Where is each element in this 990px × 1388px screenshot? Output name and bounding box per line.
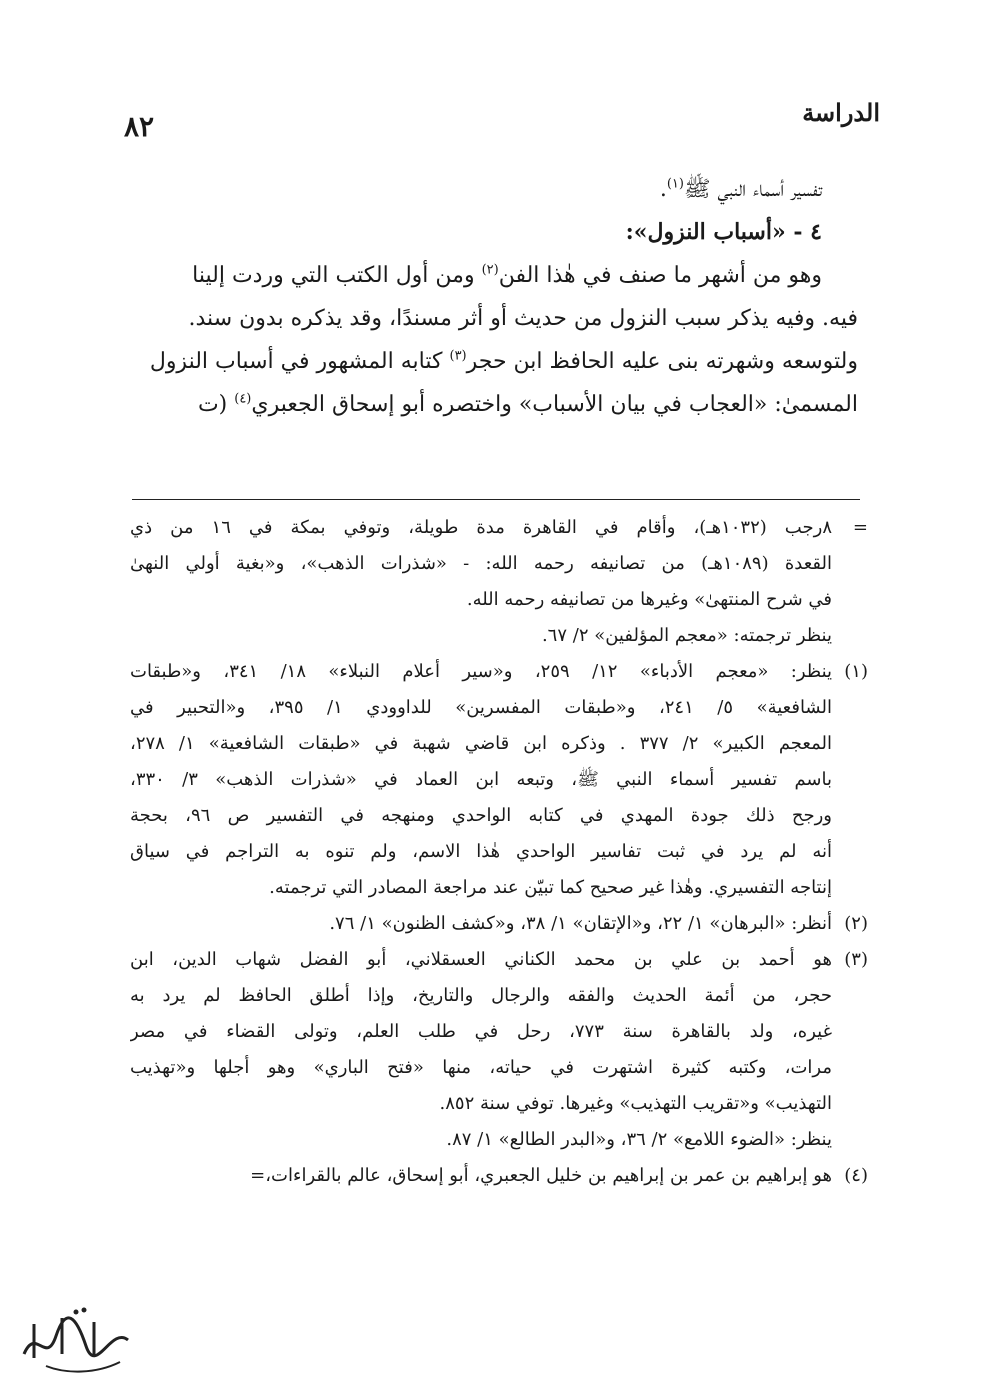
footnote-line: ينظر: «الضوء اللامع» ٢/ ٣٦، و«البدر الطالع» ١/ ٨٧. (446, 1129, 832, 1150)
footnote-line: ينظر ترجمته: «معجم المؤلفين» ٢/ ٦٧. (541, 625, 832, 646)
footnote-text (130, 654, 832, 906)
footnote-label: (٤) (844, 1165, 868, 1186)
footnote-line: حجر، من أئمة الحديث والفقه والرجال والتاريخ، وإذا أطلق الحافظ لم يرد به (130, 985, 832, 1006)
footnote-text (130, 942, 832, 1158)
page-number: ٨٢ (124, 110, 155, 143)
footnote-line: ورجح ذلك جودة المهدي في كتابه الواحدي ومنهجه في التفسير ص ٩٦، بحجة (130, 805, 832, 826)
running-title: الدراسة (802, 98, 880, 127)
body-line-3: وهو من أشهر ما صنف في هٰذا الفن$^{(٢)}$ ومن أول الكتب التي وردت إلينا (192, 262, 822, 288)
footnote-line: القعدة (١٠٨٩هـ) من تصانيفه رحمه الله: - «شذرات الذهب»، و«بغية أولي النهىٰ (130, 553, 832, 574)
footnote-line: إنتاجه التفسيري. وهٰذا غير صحيح كما تبيّن عند مراجعة المصادر التي ترجمته. (269, 877, 832, 898)
footnote-line: أنه لم يرد في ثبت تفاسير الواحدي هٰذا الاسم، ولم تنوه به التراجم في سياق (130, 841, 832, 862)
footnote-line: غيره، ولد بالقاهرة سنة ٧٧٣، رحل في طلب العلم، وتولى القضاء في مصر (130, 1021, 832, 1042)
footnote-line: هو إبراهيم بن عمر بن إبراهيم بن خليل الجعبري، أبو إسحاق، عالم بالقراءات،= (250, 1165, 832, 1186)
footnote-label: (٢) (844, 913, 868, 934)
footnote-line: أنظر: «البرهان» ١/ ٢٢، و«الإتقان» ١/ ٣٨، و«كشف الظنون» ١/ ٧٦. (329, 913, 832, 934)
section-heading: ٤ - «أسباب النزول»: (625, 219, 822, 245)
footnotes (130, 510, 868, 1194)
footnote-text (130, 1158, 832, 1194)
footnote-text (130, 510, 832, 654)
body-line-4: فيه. وفيه يذكر سبب النزول من حديث أو أثر مسندًا، وقد يذكره بدون سند. (188, 306, 858, 331)
footnote-line: التهذيب» و«تقريب التهذيب» وغيرها. توفي سنة ٨٥٢. (439, 1093, 832, 1114)
footnote-1 (130, 654, 868, 906)
publisher-logo-icon (16, 1296, 136, 1376)
main-text (132, 168, 858, 426)
footnote-line: الشافعية» ٥/ ٢٤١، و«طبقات المفسرين» للداوودي ١/ ٣٩٥، و«التحبير في (130, 697, 832, 718)
footnote-line: ٨رجب (١٠٣٢هـ)، وأقام في القاهرة مدة طويلة، وتوفي بمكة في ١٦ من ذي (130, 517, 832, 538)
footnote-label: = (852, 517, 868, 538)
body-line-5: ولتوسعه وشهرته بنى عليه الحافظ ابن حجر$^{(٣)}$ كتابه المشهور في أسباب النزول (149, 348, 858, 374)
footnote-label: (١) (844, 661, 868, 682)
footnote-line: ينظر: «معجم الأدباء» ١٢/ ٢٥٩، و«سير أعلام النبلاء» ١٨/ ٣٤١، و«طبقات (130, 661, 832, 682)
body-line-1: تفسير أسماء النبي ﷺ$^{(١)}$. (659, 176, 822, 202)
body-line-6: المسمىٰ: «العجاب في بيان الأسباب» واختصره أبو إسحاق الجعبري$^{(٤)}$ (ت (197, 391, 858, 417)
footnote-line: المعجم الكبير» ٢/ ٣٧٧ . وذكره ابن قاضي شهبة في «طبقات الشافعية» ١/ ٢٧٨، (130, 733, 832, 754)
footnote-label: (٣) (844, 949, 868, 970)
footnote-line: هو أحمد بن علي بن محمد الكناني العسقلاني، أبو الفضل شهاب الدين، ابن (130, 949, 832, 970)
footnote-4 (130, 1158, 868, 1194)
footnote-separator (132, 499, 860, 500)
footnote-line: في شرح المنتهىٰ» وغيرها من تصانيفه رحمه الله. (466, 589, 832, 610)
footnote-3 (130, 942, 868, 1158)
footnote-2 (130, 906, 868, 942)
footnote-text (130, 906, 832, 942)
page-header (110, 96, 880, 146)
footnote-line: باسم تفسير أسماء النبي ﷺ، وتبعه ابن العماد في «شذرات الذهب» ٣/ ٣٣٠، (130, 769, 832, 790)
footnote-line: مرات، وكتبه كثيرة اشتهرت في حياته، منها «فتح الباري» وهو أجلها و«تهذيب (130, 1057, 832, 1078)
footnote-continuation (130, 510, 868, 654)
